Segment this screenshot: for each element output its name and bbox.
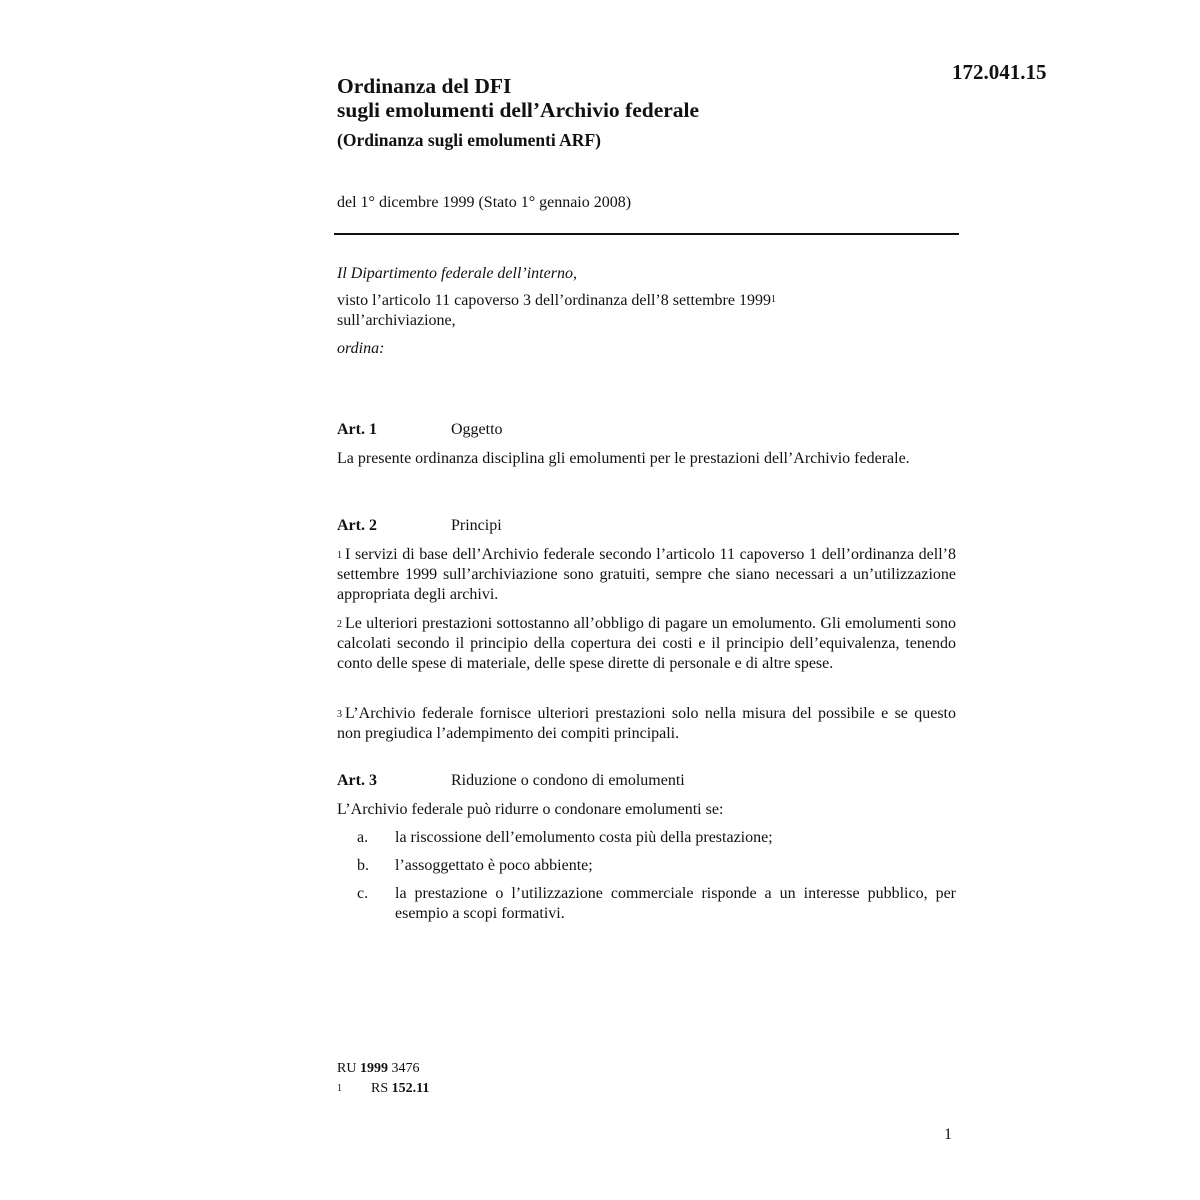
title-line-1: Ordinanza del DFI <box>337 74 512 98</box>
article-number: Art. 2 <box>337 517 377 534</box>
footnote-ref-1[interactable]: 1 <box>770 294 776 305</box>
footnote-prefix: RS <box>371 1081 389 1096</box>
article-paragraph <box>337 545 956 605</box>
list-item <box>337 828 956 848</box>
article-title: Oggetto <box>451 421 503 438</box>
article-heading <box>337 421 957 439</box>
list-letter: a. <box>357 829 369 846</box>
list-text: la riscossione dell’emolumento costa più della prestazione; <box>395 829 773 846</box>
visto-text: visto l’articolo 11 capoverso 3 dell’ordinanza dell’8 settembre 1999 <box>337 292 771 309</box>
paragraph-text: L’Archivio federale fornisce ulteriori prestazioni solo nella misura del possibile e se questo non pregiudica l’adempimento dei compiti principali. <box>337 705 956 742</box>
article-paragraph <box>337 614 956 674</box>
preamble-visto <box>337 291 957 331</box>
list-letter: c. <box>357 885 369 902</box>
article-number: Art. 1 <box>337 421 377 438</box>
preamble-department: Il Dipartimento federale dell’interno, <box>337 265 577 282</box>
paragraph-text: Le ulteriori prestazioni sottostanno all’obbligo di pagare un emolumento. Gli emolumenti sono calcolati secondo il principio della copertura dei costi e il principio dell’equivalenza, tenendo conto delle spese di materiale, delle spese dirette di personale e di altre spese. <box>337 615 956 672</box>
official-collection-ref <box>337 1059 419 1079</box>
page-number: 1 <box>944 1126 952 1143</box>
article-paragraph <box>337 704 956 744</box>
list-item <box>337 884 956 924</box>
sr-number: 172.041.15 <box>952 60 1047 84</box>
article-heading <box>337 517 957 535</box>
paragraph-text: La presente ordinanza disciplina gli emolumenti per le prestazioni dell’Archivio federale. <box>337 450 910 467</box>
paragraph-number: 2 <box>337 619 342 630</box>
article-paragraph <box>337 449 956 469</box>
list-item <box>337 856 956 876</box>
footnote-ref-link[interactable]: 152.11 <box>391 1081 430 1096</box>
title-line-2: sugli emolumenti dell’Archivio federale <box>337 98 700 122</box>
preamble-ordina: ordina: <box>337 340 385 357</box>
list-text: la prestazione o l’utilizzazione commerciale risponde a un interesse pubblico, per esempio a scopi formativi. <box>395 885 956 922</box>
list-text: l’assoggettato è poco abbiente; <box>395 857 593 874</box>
paragraph-number: 1 <box>337 550 342 561</box>
paragraph-number: 3 <box>337 709 342 720</box>
header-divider <box>334 233 959 235</box>
list-letter: b. <box>357 857 369 874</box>
document-date: del 1° dicembre 1999 (Stato 1° gennaio 2008) <box>337 194 632 211</box>
ru-year: 1999 <box>359 1061 388 1076</box>
document-subtitle: (Ordinanza sugli emolumenti ARF) <box>337 130 601 150</box>
footnote-1 <box>337 1079 429 1099</box>
footnote-number: 1 <box>337 1083 342 1094</box>
paragraph-text: I servizi di base dell’Archivio federale secondo l’articolo 11 capoverso 1 dell’ordinanza dell’8 settembre 1999 sull’archiviazione sono gratuiti, sempre che siano necessari a un’utilizzazione appropriata degli archivi. <box>337 546 956 603</box>
document-title <box>337 74 817 122</box>
ru-prefix: RU <box>337 1061 357 1076</box>
ru-page: 3476 <box>391 1061 420 1076</box>
visto-cont: sull’archiviazione, <box>337 312 456 329</box>
article-title: Principi <box>451 517 502 534</box>
article-number: Art. 3 <box>337 772 377 789</box>
article-title: Riduzione o condono di emolumenti <box>451 772 685 789</box>
article-intro: L’Archivio federale può ridurre o condonare emolumenti se: <box>337 801 724 818</box>
article-heading <box>337 772 957 790</box>
